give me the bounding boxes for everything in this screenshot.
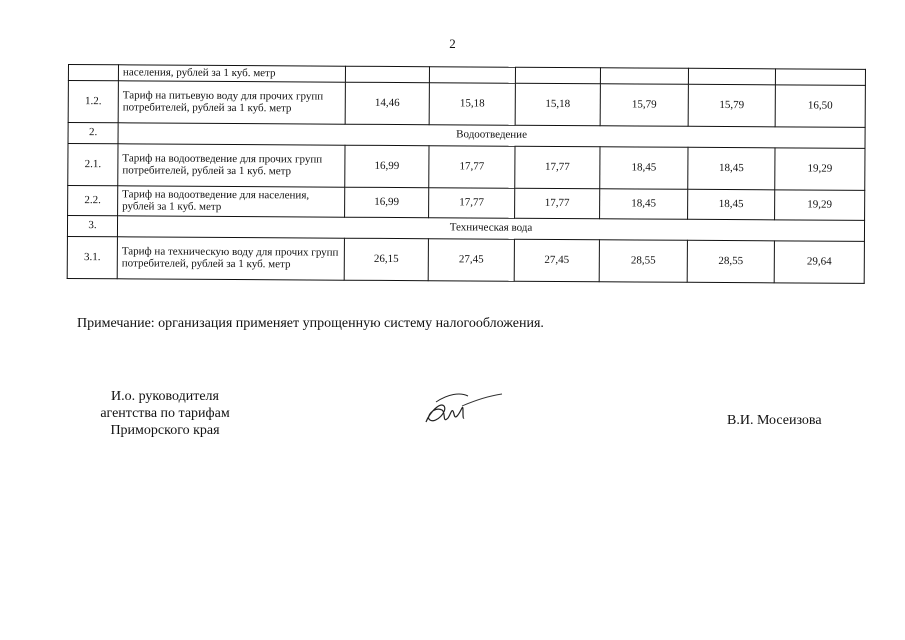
row-name-cell: Тариф на техническую воду для прочих групп потребителей, рублей за 1 куб. метр [117,237,344,280]
signer-title-line: агентства по тарифам [100,405,230,421]
value-cell: 15,79 [688,84,775,127]
row-name-cell: Тариф на водоотведение для прочих групп потребителей, рублей за 1 куб. метр [118,144,345,187]
row-number-cell [68,65,118,81]
footnote: Примечание: организация применяет упрощенную систему налогообложения. [77,316,544,331]
table-row [68,81,865,128]
signer-name: В.И. Мосеизова [727,413,822,428]
value-cell [515,67,600,84]
value-cell: 28,55 [687,240,774,283]
value-cell: 28,55 [599,240,687,283]
tariff-table-body [67,65,865,284]
value-cell: 18,45 [600,147,688,190]
signer-title [60,389,270,439]
value-cell [600,68,688,85]
value-cell: 18,45 [688,189,775,220]
value-cell: 16,99 [345,145,429,188]
row-number-cell: 2.2. [68,186,118,216]
value-cell: 15,79 [600,84,688,127]
value-cell: 16,50 [775,85,865,128]
value-cell: 19,29 [775,148,865,191]
value-cell: 18,45 [600,189,688,220]
table-row [68,144,865,191]
value-cell [688,68,775,85]
tariff-table [67,64,866,284]
row-number-cell: 2.1. [68,144,118,186]
value-cell: 15,18 [429,83,515,126]
value-cell: 16,99 [345,187,429,218]
table-row [67,236,864,283]
signer-title-line: И.о. руководителя [110,389,219,404]
value-cell: 15,18 [515,83,600,126]
value-cell: 14,46 [345,82,429,125]
value-cell [345,66,429,83]
row-number-cell: 1.2. [68,81,118,123]
value-cell: 26,15 [344,238,428,281]
handwritten-signature [418,384,508,434]
section-title-cell: Техническая вода [117,216,864,242]
value-cell: 17,77 [515,146,600,189]
value-cell: 18,45 [688,147,775,190]
value-cell: 17,77 [429,146,515,189]
value-cell: 17,77 [515,188,600,219]
value-cell [429,67,515,84]
value-cell: 27,45 [514,239,599,282]
page-number: 2 [449,36,456,51]
signer-title-line: Приморского края [110,422,220,438]
value-cell: 29,64 [774,241,864,284]
value-cell: 17,77 [429,188,515,219]
row-number-cell: 3.1. [67,236,117,278]
row-name-cell: населения, рублей за 1 куб. метр [118,65,345,82]
value-cell [775,69,865,86]
table-row [68,186,865,221]
row-number-cell: 3. [67,216,117,237]
row-name-cell: Тариф на питьевую воду для прочих групп потребителей, рублей за 1 куб. метр [118,81,345,124]
section-title-cell: Водоотведение [118,123,865,149]
row-number-cell: 2. [68,123,118,144]
value-cell: 27,45 [428,239,514,282]
row-name-cell: Тариф на водоотведение для населения, рублей за 1 куб. метр [118,186,345,217]
value-cell: 19,29 [775,190,865,221]
